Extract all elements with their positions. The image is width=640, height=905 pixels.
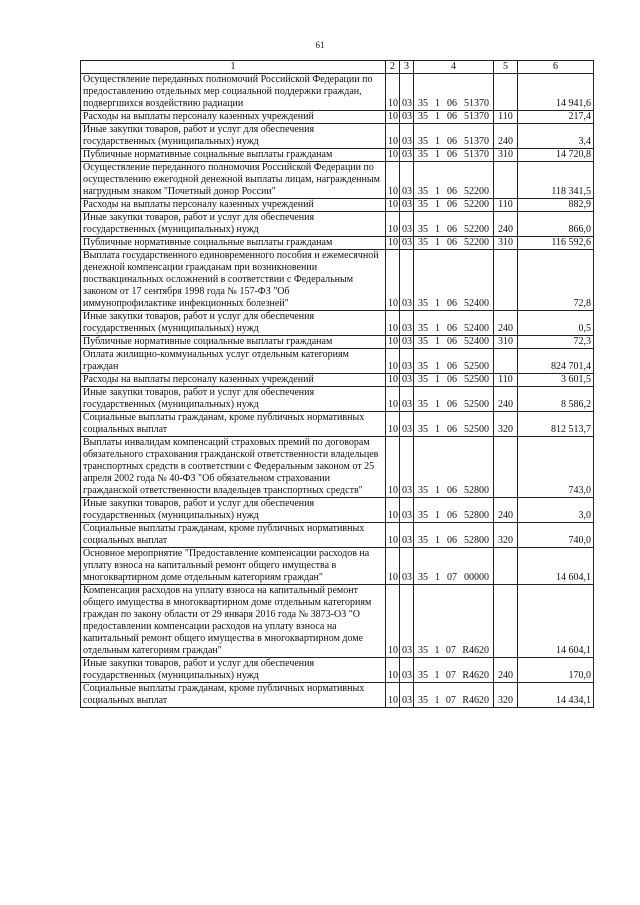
code-part: 52800 [464, 485, 489, 496]
row-description: Иные закупки товаров, работ и услуг для обеспечения государственных (муниципальных) нужд [81, 212, 386, 237]
code-part: 1 [434, 695, 440, 706]
code-part: R4620 [462, 670, 489, 681]
amount-value: 72,8 [518, 250, 594, 311]
code-part: 06 [447, 399, 457, 410]
code-part: 35 [418, 298, 428, 309]
code-part: 52200 [464, 224, 489, 235]
code-part: 52500 [464, 374, 489, 385]
code-part: 06 [447, 323, 457, 334]
table-row [81, 683, 594, 708]
target-article-parts [416, 645, 491, 657]
table-row [81, 374, 594, 387]
section-code: 10 [386, 374, 400, 387]
code-part: 52200 [464, 237, 489, 248]
amount-value: 8 586,2 [518, 387, 594, 412]
code-part: 06 [447, 186, 457, 197]
section-code: 10 [386, 548, 400, 585]
table-row [81, 349, 594, 374]
code-part: 35 [418, 510, 428, 521]
code-part: 06 [447, 510, 457, 521]
subsection-code: 03 [400, 498, 414, 523]
expense-type-code [494, 585, 518, 658]
subsection-code: 03 [400, 250, 414, 311]
code-part: 07 [447, 572, 457, 583]
row-description: Расходы на выплаты персоналу казенных учреждений [81, 199, 386, 212]
code-part: 1 [435, 186, 440, 197]
amount-value: 882,9 [518, 199, 594, 212]
column-header: 6 [518, 61, 594, 74]
column-header: 4 [414, 61, 494, 74]
section-code: 10 [386, 199, 400, 212]
subsection-code: 03 [400, 548, 414, 585]
code-part: 06 [447, 374, 457, 385]
code-part: 1 [435, 510, 440, 521]
row-description: Социальные выплаты гражданам, кроме публичных нормативных социальных выплат [81, 412, 386, 437]
row-description: Иные закупки товаров, работ и услуг для обеспечения государственных (муниципальных) нужд [81, 498, 386, 523]
row-description: Выплата государственного единовременного пособия и ежемесячной денежной компенсации гражданам при возникновении поствакцинальных осложнений в соответствии с Федеральным законом от 17 сентября 1998 года № 157-ФЗ "Об иммунопрофилактике инфекционных болезней" [81, 250, 386, 311]
section-code: 10 [386, 412, 400, 437]
code-part: 06 [447, 424, 457, 435]
code-part: 07 [445, 695, 456, 706]
row-description: Иные закупки товаров, работ и услуг для обеспечения государственных (муниципальных) нужд [81, 311, 386, 336]
section-code: 10 [386, 237, 400, 250]
target-article-parts [416, 98, 491, 110]
target-article-parts [416, 298, 491, 310]
target-article-code [414, 237, 494, 250]
code-part: 35 [418, 149, 428, 160]
table-row [81, 111, 594, 124]
code-part: 51370 [464, 149, 489, 160]
section-code: 10 [386, 437, 400, 498]
target-article-code [414, 437, 494, 498]
row-description: Социальные выплаты гражданам, кроме публичных нормативных социальных выплат [81, 683, 386, 708]
code-part: 06 [447, 336, 457, 347]
column-header: 2 [386, 61, 400, 74]
table-row [81, 523, 594, 548]
section-code: 10 [386, 124, 400, 149]
code-part: 06 [447, 224, 457, 235]
target-article-code [414, 585, 494, 658]
target-article-parts [416, 224, 491, 236]
subsection-code: 03 [400, 311, 414, 336]
table-row [81, 212, 594, 237]
code-part: 35 [418, 224, 428, 235]
section-code: 10 [386, 162, 400, 199]
target-article-parts [416, 572, 491, 584]
expense-type-code: 320 [494, 523, 518, 548]
expense-type-code: 110 [494, 199, 518, 212]
target-article-parts [416, 670, 491, 682]
expense-type-code [494, 437, 518, 498]
code-part: 35 [418, 645, 428, 656]
amount-value: 824 701,4 [518, 349, 594, 374]
table-row [81, 412, 594, 437]
row-description: Основное мероприятие "Предоставление компенсации расходов на уплату взноса на капитальный ремонт общего имущества в многоквартирном доме отдельным категориям граждан" [81, 548, 386, 585]
subsection-code: 03 [400, 162, 414, 199]
code-part: 1 [435, 136, 440, 147]
target-article-code [414, 412, 494, 437]
amount-value: 14 604,1 [518, 548, 594, 585]
code-part: 35 [418, 399, 428, 410]
row-description: Осуществление переданных полномочий Российской Федерации по предоставлению отдельных мер социальной поддержки граждан, подвергшихся воздействию радиации [81, 74, 386, 111]
target-article-code [414, 111, 494, 124]
amount-value: 217,4 [518, 111, 594, 124]
amount-value: 14 941,6 [518, 74, 594, 111]
section-code: 10 [386, 336, 400, 349]
expense-type-code: 240 [494, 387, 518, 412]
target-article-parts [416, 186, 491, 198]
target-article-code [414, 162, 494, 199]
amount-value: 14 604,1 [518, 585, 594, 658]
expense-type-code [494, 162, 518, 199]
amount-value: 743,0 [518, 437, 594, 498]
code-part: 35 [418, 424, 428, 435]
section-code: 10 [386, 349, 400, 374]
expense-type-code: 310 [494, 237, 518, 250]
code-part: 1 [435, 374, 440, 385]
table-header-row [81, 61, 594, 74]
amount-value: 3,4 [518, 124, 594, 149]
row-description: Социальные выплаты гражданам, кроме публичных нормативных социальных выплат [81, 523, 386, 548]
code-part: 1 [435, 485, 440, 496]
expense-type-code: 240 [494, 212, 518, 237]
target-article-code [414, 124, 494, 149]
subsection-code: 03 [400, 585, 414, 658]
expense-type-code: 110 [494, 374, 518, 387]
code-part: 07 [445, 645, 456, 656]
subsection-code: 03 [400, 124, 414, 149]
table-row [81, 585, 594, 658]
column-header: 5 [494, 61, 518, 74]
section-code: 10 [386, 250, 400, 311]
section-code: 10 [386, 311, 400, 336]
row-description: Оплата жилищно-коммунальных услуг отдельным категориям граждан [81, 349, 386, 374]
code-part: 06 [447, 149, 457, 160]
expense-type-code [494, 250, 518, 311]
amount-value: 0,5 [518, 311, 594, 336]
code-part: 06 [447, 298, 457, 309]
target-article-code [414, 523, 494, 548]
amount-value: 14 434,1 [518, 683, 594, 708]
target-article-code [414, 683, 494, 708]
expense-type-code: 240 [494, 658, 518, 683]
amount-value: 866,0 [518, 212, 594, 237]
table-row [81, 237, 594, 250]
code-part: 06 [447, 111, 457, 122]
subsection-code: 03 [400, 111, 414, 124]
code-part: 35 [418, 374, 428, 385]
table-row [81, 124, 594, 149]
code-part: 1 [435, 98, 440, 109]
target-article-parts [416, 149, 491, 161]
target-article-code [414, 149, 494, 162]
target-article-code [414, 212, 494, 237]
table-row [81, 437, 594, 498]
table-row [81, 498, 594, 523]
code-part: 35 [418, 98, 428, 109]
target-article-code [414, 658, 494, 683]
code-part: 1 [435, 224, 440, 235]
code-part: 06 [447, 98, 457, 109]
target-article-code [414, 374, 494, 387]
subsection-code: 03 [400, 336, 414, 349]
subsection-code: 03 [400, 683, 414, 708]
target-article-parts [416, 111, 491, 123]
amount-value: 170,0 [518, 658, 594, 683]
expense-type-code [494, 548, 518, 585]
table-row [81, 74, 594, 111]
section-code: 10 [386, 212, 400, 237]
target-article-code [414, 199, 494, 212]
row-description: Иные закупки товаров, работ и услуг для обеспечения государственных (муниципальных) нужд [81, 658, 386, 683]
target-article-parts [416, 424, 491, 436]
code-part: 06 [447, 199, 457, 210]
budget-table [80, 60, 594, 708]
table-row [81, 149, 594, 162]
code-part: 52800 [464, 510, 489, 521]
code-part: 1 [435, 323, 440, 334]
subsection-code: 03 [400, 374, 414, 387]
section-code: 10 [386, 74, 400, 111]
target-article-parts [416, 136, 491, 148]
target-article-parts [416, 374, 491, 386]
table-row [81, 548, 594, 585]
code-part: 35 [418, 572, 428, 583]
target-article-parts [416, 399, 491, 411]
target-article-parts [416, 485, 491, 497]
subsection-code: 03 [400, 387, 414, 412]
target-article-code [414, 548, 494, 585]
code-part: 1 [435, 336, 440, 347]
target-article-code [414, 250, 494, 311]
row-description: Компенсация расходов на уплату взноса на капитальный ремонт общего имущества в многоквартирном доме отдельным категориям граждан по закону области от 29 января 2016 года № 3873-ОЗ "О предоставлении компенсации расходов на уплату взноса на капитальный ремонт общего имущества в многоквартирном доме отдельным категориям граждан" [81, 585, 386, 658]
expense-type-code: 310 [494, 336, 518, 349]
code-part: R4620 [462, 645, 489, 656]
target-article-parts [416, 237, 491, 249]
row-description: Публичные нормативные социальные выплаты гражданам [81, 336, 386, 349]
table-row [81, 250, 594, 311]
subsection-code: 03 [400, 212, 414, 237]
target-article-code [414, 387, 494, 412]
code-part: 06 [447, 237, 457, 248]
code-part: 51370 [464, 111, 489, 122]
section-code: 10 [386, 658, 400, 683]
target-article-code [414, 74, 494, 111]
code-part: 35 [418, 535, 428, 546]
row-description: Выплаты инвалидам компенсаций страховых премий по договорам обязательного страхования гражданской ответственности владельцев транспортных средств в соответствии с Федеральным законом от 25 апреля 2002 года № 40-ФЗ "Об обязательном страховании гражданской ответственности владельцев транспортных средств" [81, 437, 386, 498]
code-part: 06 [447, 136, 457, 147]
subsection-code: 03 [400, 74, 414, 111]
code-part: 52200 [464, 186, 489, 197]
section-code: 10 [386, 523, 400, 548]
row-description: Публичные нормативные социальные выплаты гражданам [81, 149, 386, 162]
table-row [81, 162, 594, 199]
code-part: 52800 [464, 535, 489, 546]
amount-value: 3 601,5 [518, 374, 594, 387]
subsection-code: 03 [400, 437, 414, 498]
expense-type-code [494, 74, 518, 111]
code-part: 52500 [464, 361, 489, 372]
code-part: R4620 [462, 695, 489, 706]
target-article-parts [416, 199, 491, 211]
expense-type-code: 320 [494, 412, 518, 437]
code-part: 1 [434, 645, 440, 656]
table-body [81, 74, 594, 708]
code-part: 07 [445, 670, 456, 681]
code-part: 1 [435, 572, 440, 583]
row-description: Иные закупки товаров, работ и услуг для обеспечения государственных (муниципальных) нужд [81, 124, 386, 149]
table-row [81, 658, 594, 683]
target-article-parts [416, 510, 491, 522]
code-part: 51370 [464, 98, 489, 109]
table-row [81, 387, 594, 412]
code-part: 35 [418, 336, 428, 347]
row-description: Иные закупки товаров, работ и услуг для обеспечения государственных (муниципальных) нужд [81, 387, 386, 412]
target-article-parts [416, 695, 491, 707]
code-part: 06 [447, 485, 457, 496]
code-part: 1 [434, 670, 440, 681]
code-part: 52400 [464, 298, 489, 309]
target-article-parts [416, 323, 491, 335]
target-article-code [414, 311, 494, 336]
target-article-code [414, 349, 494, 374]
target-article-code [414, 336, 494, 349]
code-part: 52400 [464, 323, 489, 334]
code-part: 52200 [464, 199, 489, 210]
code-part: 52400 [464, 336, 489, 347]
target-article-parts [416, 535, 491, 547]
expense-type-code: 240 [494, 124, 518, 149]
row-description: Расходы на выплаты персоналу казенных учреждений [81, 111, 386, 124]
target-article-parts [416, 336, 491, 348]
section-code: 10 [386, 683, 400, 708]
code-part: 35 [418, 323, 428, 334]
section-code: 10 [386, 585, 400, 658]
code-part: 35 [418, 695, 428, 706]
expense-type-code: 240 [494, 498, 518, 523]
code-part: 06 [447, 535, 457, 546]
target-article-code [414, 498, 494, 523]
section-code: 10 [386, 149, 400, 162]
code-part: 1 [435, 424, 440, 435]
row-description: Публичные нормативные социальные выплаты гражданам [81, 237, 386, 250]
column-header: 1 [81, 61, 386, 74]
expense-type-code: 320 [494, 683, 518, 708]
code-part: 35 [418, 186, 428, 197]
code-part: 52500 [464, 424, 489, 435]
subsection-code: 03 [400, 523, 414, 548]
code-part: 35 [418, 237, 428, 248]
subsection-code: 03 [400, 199, 414, 212]
code-part: 1 [435, 111, 440, 122]
code-part: 1 [435, 149, 440, 160]
expense-type-code: 240 [494, 311, 518, 336]
row-description: Осуществление переданного полномочия Российской Федерации по осуществлению ежегодной денежной выплаты лицам, награжденным нагрудным знаком "Почетный донор России" [81, 162, 386, 199]
subsection-code: 03 [400, 349, 414, 374]
code-part: 35 [418, 111, 428, 122]
code-part: 1 [435, 399, 440, 410]
expense-type-code [494, 349, 518, 374]
column-header: 3 [400, 61, 414, 74]
section-code: 10 [386, 498, 400, 523]
row-description: Расходы на выплаты персоналу казенных учреждений [81, 374, 386, 387]
expense-type-code: 310 [494, 149, 518, 162]
subsection-code: 03 [400, 412, 414, 437]
amount-value: 812 513,7 [518, 412, 594, 437]
code-part: 51370 [464, 136, 489, 147]
target-article-parts [416, 361, 491, 373]
code-part: 1 [435, 237, 440, 248]
code-part: 35 [418, 361, 428, 372]
subsection-code: 03 [400, 237, 414, 250]
expense-type-code: 110 [494, 111, 518, 124]
code-part: 1 [435, 535, 440, 546]
subsection-code: 03 [400, 149, 414, 162]
amount-value: 14 720,8 [518, 149, 594, 162]
code-part: 06 [447, 361, 457, 372]
code-part: 35 [418, 136, 428, 147]
amount-value: 116 592,6 [518, 237, 594, 250]
code-part: 1 [435, 199, 440, 210]
page-number: 61 [315, 40, 325, 50]
amount-value: 72,3 [518, 336, 594, 349]
code-part: 00000 [464, 572, 489, 583]
code-part: 35 [418, 199, 428, 210]
code-part: 35 [418, 670, 428, 681]
code-part: 52500 [464, 399, 489, 410]
table-row [81, 311, 594, 336]
code-part: 1 [435, 361, 440, 372]
section-code: 10 [386, 111, 400, 124]
amount-value: 740,0 [518, 523, 594, 548]
subsection-code: 03 [400, 658, 414, 683]
section-code: 10 [386, 387, 400, 412]
code-part: 35 [418, 485, 428, 496]
table-row [81, 199, 594, 212]
code-part: 1 [435, 298, 440, 309]
table-row [81, 336, 594, 349]
amount-value: 118 341,5 [518, 162, 594, 199]
amount-value: 3,0 [518, 498, 594, 523]
